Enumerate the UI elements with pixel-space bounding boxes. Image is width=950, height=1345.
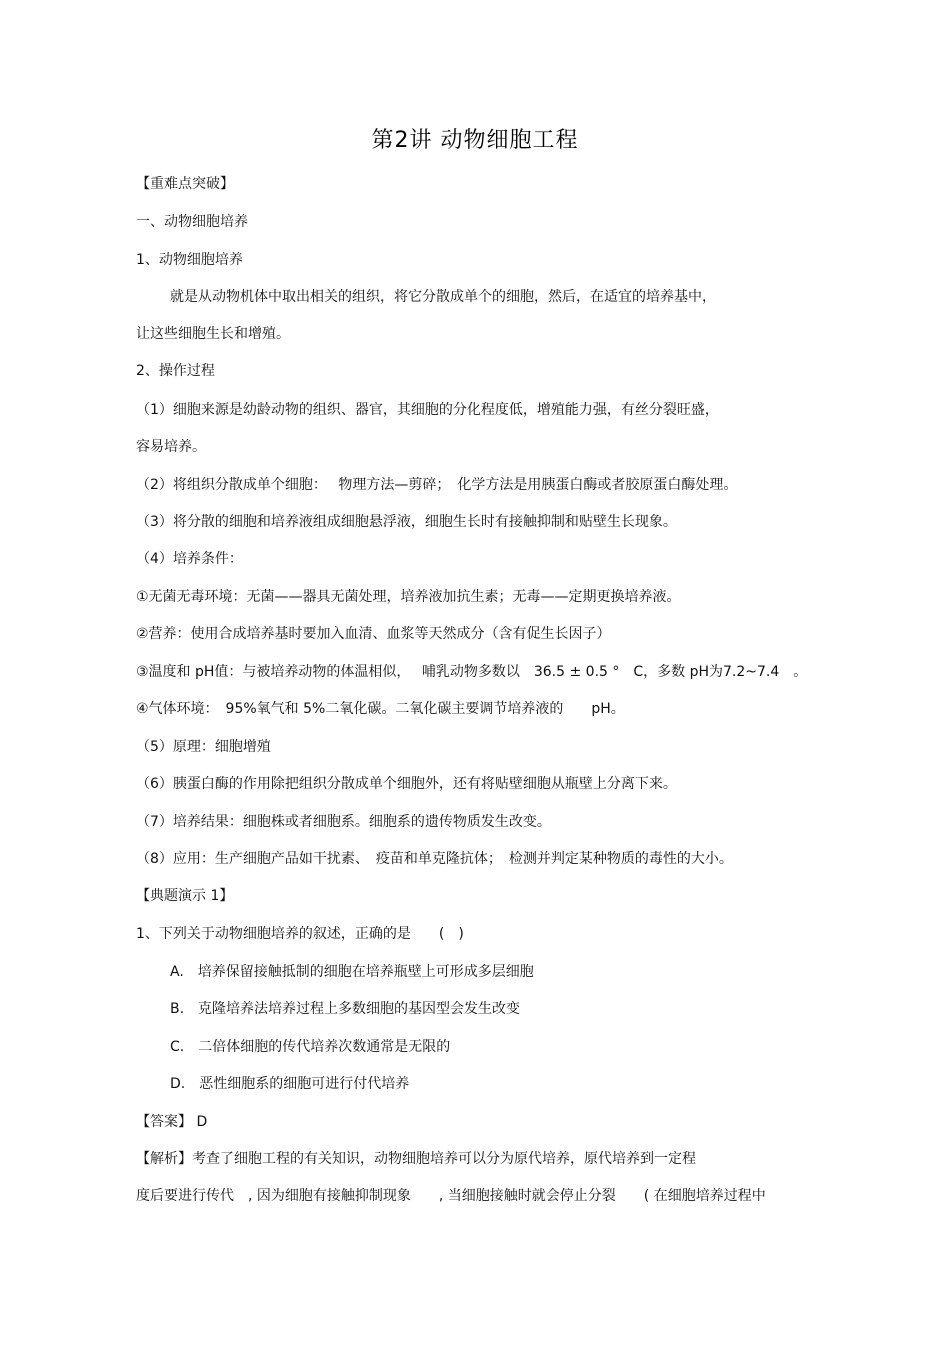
- subsection-heading: 一、动物细胞培养: [136, 214, 248, 230]
- example-heading: 【典题演示 1】: [136, 888, 234, 904]
- answer-line: 【答案】 D: [136, 1114, 208, 1130]
- paragraph-line: （3）将分散的细胞和培养液组成细胞悬浮液，细胞生长时有接触抑制和贴壁生长现象。: [136, 514, 677, 530]
- paragraph-line: （6）胰蛋白酶的作用除把组织分散成单个细胞外，还有将贴壁细胞从瓶壁上分离下来。: [136, 776, 677, 792]
- paragraph-line: （5）原理：细胞增殖: [136, 739, 271, 755]
- analysis-line: 【解析】考查了细胞工程的有关知识，动物细胞培养可以分为原代培养，原代培养到一定程: [136, 1151, 696, 1167]
- paragraph-line: （2）将组织分散成单个细胞： 物理方法—剪碎； 化学方法是用胰蛋白酶或者胶原蛋白酶处理。: [136, 477, 738, 493]
- paragraph-line: 让这些细胞生长和增殖。: [136, 326, 290, 342]
- paragraph-line: ①无菌无毒环境：无菌——器具无菌处理，培养液加抗生素；无毒——定期更换培养液。: [136, 589, 681, 605]
- paragraph-line: ②营养：使用合成培养基时要加入血清、血浆等天然成分（含有促生长因子）: [136, 626, 611, 642]
- paragraph-line: （4）培养条件：: [136, 551, 243, 567]
- paragraph-line: 容易培养。: [136, 439, 206, 455]
- analysis-line: 度后要进行传代 , 因为细胞有接触抑制现象 , 当细胞接触时就会停止分裂 ( 在细胞培养过程中: [136, 1188, 766, 1204]
- item-heading: 1、动物细胞培养: [136, 252, 243, 268]
- option-b: B. 克隆培养法培养过程上多数细胞的基因型会发生改变: [170, 1001, 521, 1017]
- paragraph-line: 就是从动物机体中取出相关的组织，将它分散成单个的细胞，然后，在适宜的培养基中，: [170, 289, 716, 305]
- paragraph-line: ④气体环境： 95%氧气和 5%二氧化碳。二氧化碳主要调节培养液的 pH。: [136, 701, 625, 717]
- option-c: C. 二倍体细胞的传代培养次数通常是无限的: [170, 1039, 451, 1055]
- section-heading: 【重难点突破】: [136, 176, 234, 192]
- paragraph-line: （7）培养结果：细胞株或者细胞系。细胞系的遗传物质发生改变。: [136, 814, 551, 830]
- document-title: 第2讲 动物细胞工程: [371, 128, 579, 153]
- option-a: A. 培养保留接触抵制的细胞在培养瓶壁上可形成多层细胞: [170, 964, 534, 980]
- option-d: D. 恶性细胞系的细胞可进行付代培养: [170, 1076, 410, 1092]
- question-stem: 1、下列关于动物细胞培养的叙述，正确的是 ( ): [136, 926, 464, 942]
- paragraph-line: （8）应用：生产细胞产品如干扰素、 疫苗和单克隆抗体； 检测并判定某种物质的毒性的大小。: [136, 851, 733, 867]
- item-heading: 2、操作过程: [136, 363, 215, 379]
- paragraph-line: ③温度和 pH值：与被培养动物的体温相似， 哺乳动物多数以 36.5 ± 0.5 ° C，多数 pH为7.2~7.4 。: [136, 664, 808, 680]
- paragraph-line: （1）细胞来源是幼龄动物的组织、器官，其细胞的分化程度低，增殖能力强，有丝分裂旺盛，: [136, 402, 719, 418]
